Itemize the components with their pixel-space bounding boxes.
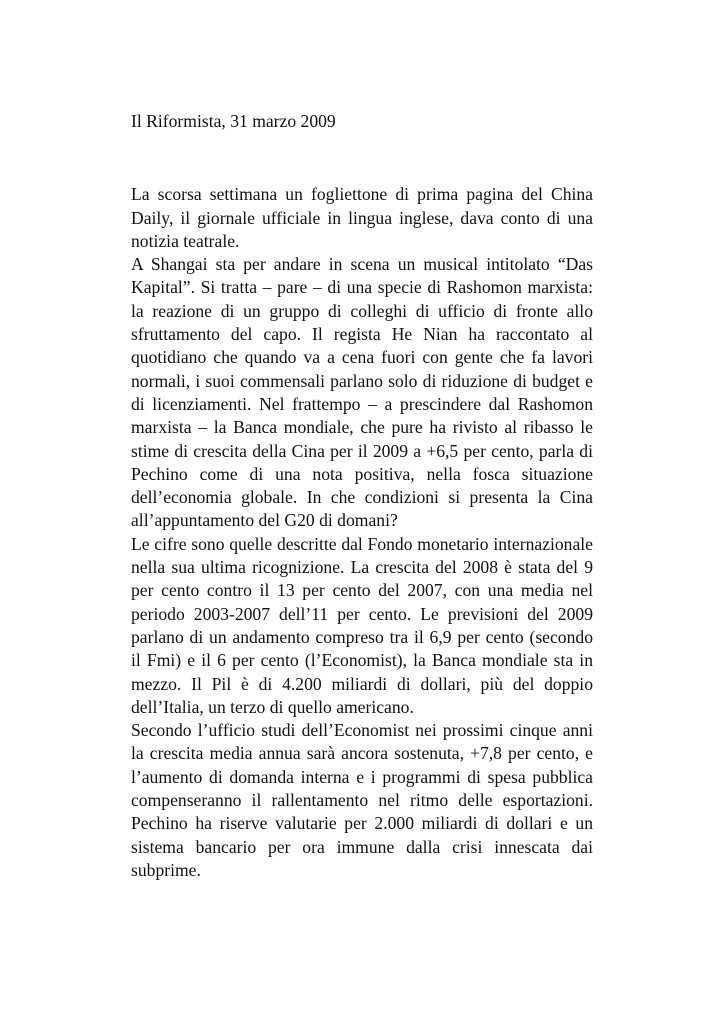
source-date-line: Il Riformista, 31 marzo 2009 (131, 111, 336, 131)
paragraph-economist-forecast: Secondo l’ufficio studi dell’Economist nei prossimi cinque anni la crescita media annua sarà ancora sostenuta, +7,8 per cento, e l’aumento di domanda interna e i programmi di spesa pubblica compenseranno il rallentamento nel ritmo delle esportazioni. Pechino ha riserve valutarie per 2.000 miliardi di dollari e un sistema bancario per ora immune dalla crisi innescata dai subprime. (131, 720, 593, 880)
header-spacer (131, 133, 593, 183)
paragraph-das-kapital: A Shangai sta per andare in scena un musical intitolato “Das Kapital”. Si tratta – pare – di una specie di Rashomon marxista: la reazione di un gruppo di colleghi di ufficio di fronte allo sfruttamento del capo. Il regista He Nian ha raccontato al quotidiano che quando va a cena fuori con gente che fa lavori normali, i suoi commensali parlano solo di riduzione di budget e di licenziamenti. Nel frattempo – a prescindere dal Rashomon marxista – la Banca mondiale, che pure ha rivisto al ribasso le stime di crescita della Cina per il 2009 a +6,5 per cento, parla di Pechino come di una nota positiva, nella fosca situazione dell’economia globale. In che condizioni si presenta la Cina all’appuntamento del G20 di domani? (131, 254, 593, 531)
paragraph-fmi-figures: Le cifre sono quelle descritte dal Fondo monetario internazionale nella sua ultima ricognizione. La crescita del 2008 è stata del 9 per cento contro il 13 per cento del 2007, con una media nel periodo 2003-2007 dell’11 per cento. Le previsioni del 2009 parlano di un andamento compreso tra il 6,9 per cento (secondo il Fmi) e il 6 per cento (l’Economist), la Banca mondiale sta in mezzo. Il Pil è di 4.200 miliardi di dollari, più del doppio dell’Italia, un terzo di quello americano. (131, 533, 593, 717)
article-body (131, 183, 593, 882)
paragraph-intro: La scorsa settimana un fogliettone di prima pagina del China Daily, il giornale ufficiale in lingua inglese, dava conto di una notizia teatrale. (131, 184, 593, 251)
document-page (131, 110, 593, 882)
